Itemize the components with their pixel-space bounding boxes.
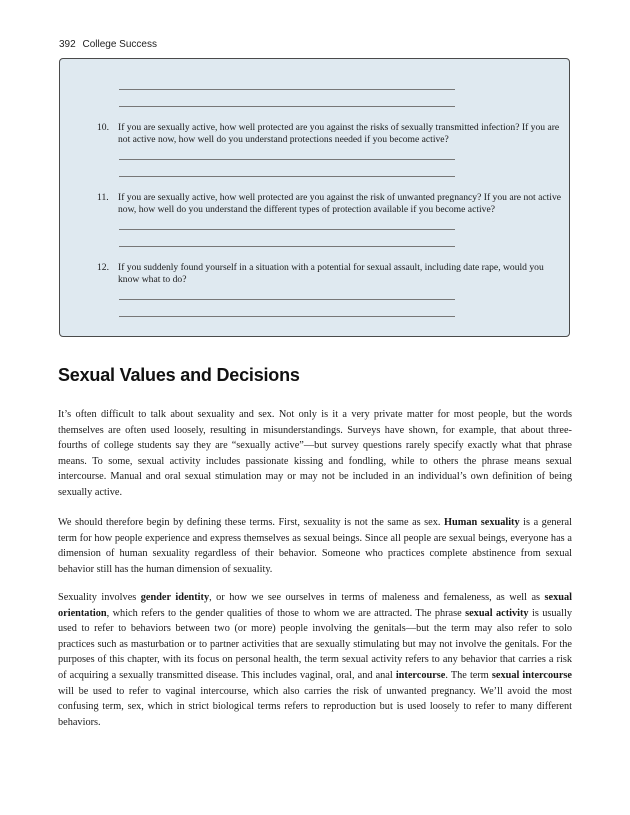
paragraph-definitions [58,515,572,577]
book-title: College Success [82,39,157,50]
question-text: If you are sexually active, how well protected are you against the risk of unwanted pregnancy? If you are not active now, how well do you understand the different types of protection available if you become active? [118,192,562,216]
key-term-sexual-activity: sexual activity [465,607,529,619]
answer-line [119,159,455,160]
paragraph-text: will be used to refer to vaginal intercourse, which also carries the risk of unwanted pregnancy. We’ll avoid the most confusing term, sex, which in strict biological terms refers to reproduction but is used loosely to refer to many different behaviors. [58,685,572,728]
paragraph-sexuality [58,590,572,730]
paragraph-text: Sexuality involves [58,592,141,603]
paragraph-text: , which refers to the gender qualities of those to whom we are attracted. The phrase [106,607,466,619]
paragraph-text: . The term [445,669,492,681]
question-12 [97,262,563,287]
paragraph-text: is usually used to refer to behaviors between two (or more) people involving the genitals—but the term may also refer to solo practices such as masturbation or to partner activities that are sexually stimulating but may not involve the genitals. For the purposes of this chapter, with its focus on personal health, the term sexual activity refers to any behavior that carries a risk of acquiring a sexually transmitted disease. This includes vaginal, oral, and anal [58,607,572,681]
page-number: 392 [59,39,76,50]
answer-line [119,229,455,230]
answer-line [119,176,455,177]
question-text: If you suddenly found yourself in a situation with a potential for sexual assault, including date rape, would you know what to do? [118,262,544,286]
answer-line [119,106,455,107]
paragraph-text: We should therefore begin by defining these terms. First, sexuality is not the same as sex. [58,517,445,528]
answer-line [119,299,455,300]
paragraph-text: , or how we see ourselves in terms of maleness and femaleness, as well as [209,592,545,603]
answer-line [119,89,455,90]
answer-line [119,316,455,317]
paragraph-intro: It’s often difficult to talk about sexuality and sex. Not only is it a very private matter for most people, but the words themselves are often used loosely, resulting in misunderstandings. Surveys have shown, for example, that about three-fourths of college students say they are “sexually active”—but survey questions rarely specify exactly what that phrase means. To some, sexual activity includes passionate kissing and fondling, while to others the phrase means sexual intercourse. Manual and oral sexual stimulation may or may not be included in an individual’s own definition of being sexually active. [58,409,572,498]
question-10 [97,122,563,147]
answer-line [119,246,455,247]
key-term-intercourse: intercourse [395,669,446,681]
question-number: 10. [97,122,109,133]
key-term-sexual-intercourse: sexual intercourse [491,669,572,681]
question-text: If you are sexually active, how well protected are you against the risks of sexually transmitted infection? If you are not active now, how well do you understand protections needed if you become active? [118,122,560,146]
paragraph-text: is a general term for how people experience and express themselves as sexual beings. Since all people are sexual beings, everyone has a dimension of human sexuality regardless of their behavior. Someone who practices complete abstinence from sexual behavior still has the human dimension of sexuality. [58,517,572,575]
section-heading: Sexual Values and Decisions [58,365,300,385]
running-head [59,39,157,50]
key-term-gender-identity: gender identity [140,592,210,603]
key-term-sexual-orientation: sexual orientation [58,592,572,619]
question-number: 12. [97,262,109,273]
key-term-human-sexuality: Human sexuality [444,517,520,528]
question-11 [97,192,563,217]
exercise-box [59,58,570,337]
question-number: 11. [97,192,109,203]
